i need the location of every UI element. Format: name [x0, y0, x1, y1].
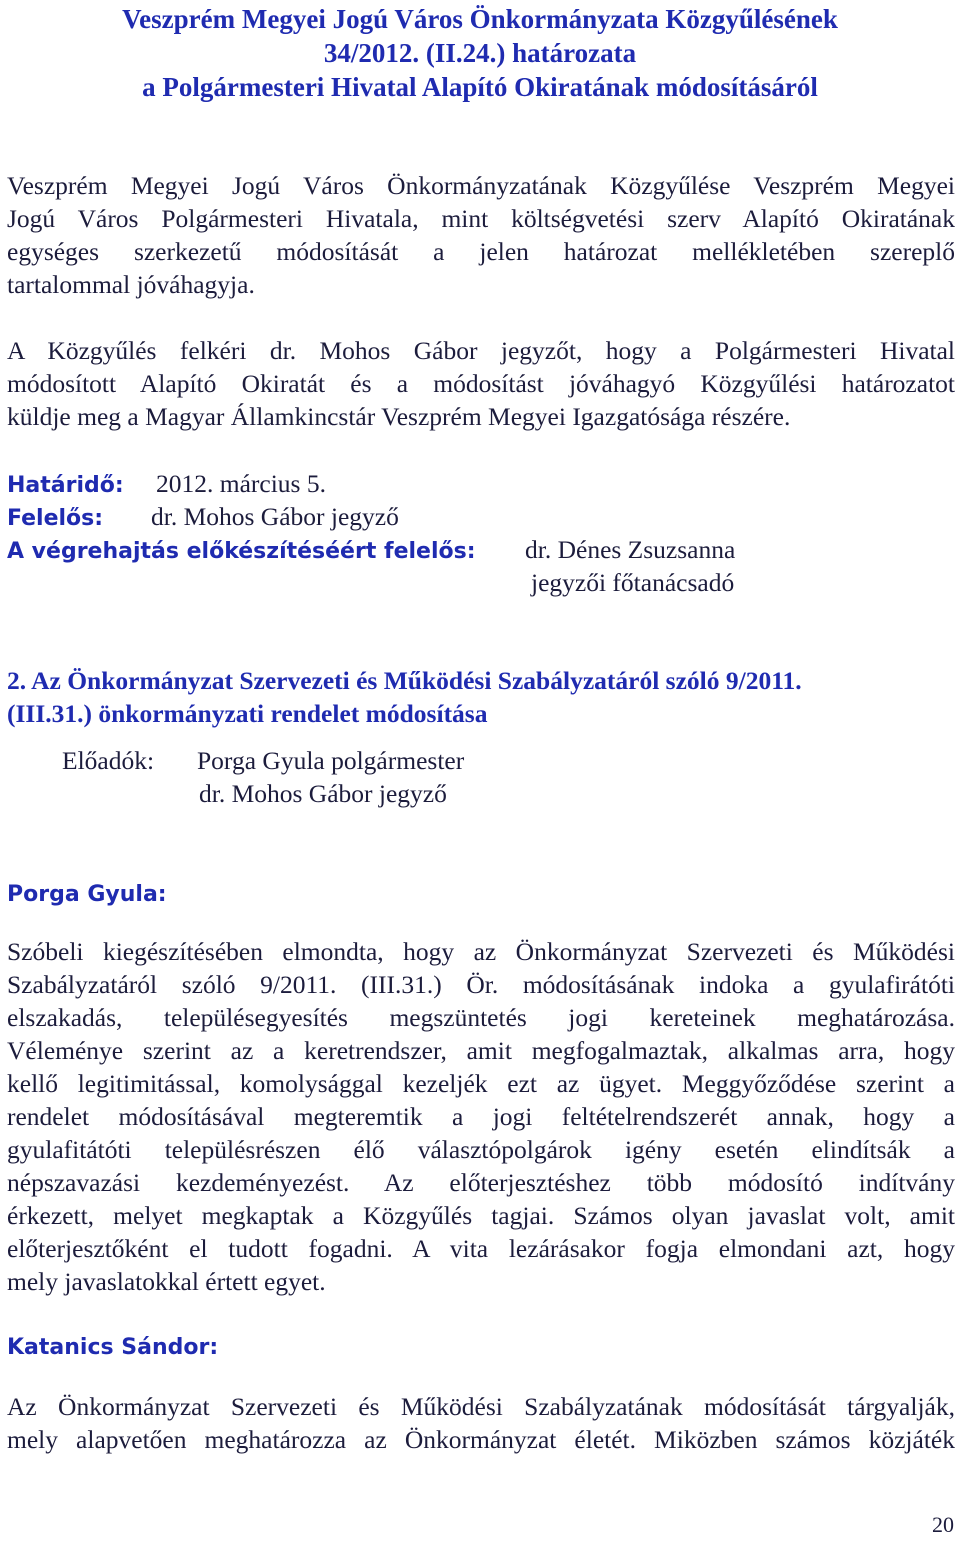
- paragraph-line: A Közgyűlés felkéri dr. Mohos Gábor jegyzőt, hogy a Polgármesteri Hivatal: [7, 336, 955, 365]
- speech-line: rendelet módosításával megteremtik a jogi feltételrendszerét annak, hogy a: [7, 1102, 955, 1131]
- request-paragraph: [7, 334, 955, 433]
- title-line-3: a Polgármesteri Hivatal Alapító Okiratának módosításáról: [142, 72, 818, 102]
- paragraph-line: tartalommal jóváhagyja.: [7, 270, 255, 299]
- paragraph-line: egységes szerkezetű módosítását a jelen határozat mellékletében szereplő: [7, 237, 955, 266]
- deadline-label: Határidő:: [7, 473, 124, 498]
- paragraph-line: Jogú Város Polgármesteri Hivatala, mint költségvetési szerv Alapító Okiratának: [7, 204, 955, 233]
- agenda-item-2-line-1: 2. Az Önkormányzat Szervezeti és Működési Szabályzatáról szóló 9/2011.: [7, 666, 802, 695]
- speaker-katanics-sandor: Katanics Sándor:: [7, 1335, 219, 1360]
- speech-line: mely alapvetően meghatározza az Önkormányzat életét. Miközben számos közjáték: [7, 1425, 955, 1454]
- speech-line: mely javaslatokkal értett egyet.: [7, 1267, 326, 1296]
- deadline-value: 2012. március 5.: [156, 469, 326, 498]
- presenter-2: dr. Mohos Gábor jegyző: [199, 779, 447, 808]
- speech-line: kellő legitimitással, komolysággal kezeljék ezt az ügyet. Meggyőződése szerint a: [7, 1069, 955, 1098]
- speech-line: elszakadás, településegyesítés megszüntetés jogi kereteinek meghatározása.: [7, 1003, 955, 1032]
- prep-label: A végrehajtás előkészítéséért felelős:: [7, 539, 476, 564]
- agenda-item-2-line-2: (III.31.) önkormányzati rendelet módosítása: [7, 699, 488, 728]
- page-number: 20: [932, 1512, 954, 1537]
- speaker-porga-gyula: Porga Gyula:: [7, 882, 167, 907]
- title-line-1: Veszprém Megyei Jogú Város Önkormányzata Közgyűlésének: [122, 4, 838, 34]
- speech-line: gyulafitátóti településrészen élő választópolgárok igény esetén elindítsák a: [7, 1135, 955, 1164]
- document-title: [0, 2, 960, 104]
- presenter-1: Porga Gyula polgármester: [197, 746, 465, 775]
- responsible-label: Felelős:: [7, 506, 104, 531]
- speech-line: népszavazási kezdeményezést. Az előterjesztéshez több módosító indítvány: [7, 1168, 955, 1197]
- paragraph-line: küldje meg a Magyar Államkincstár Veszprém Megyei Igazgatósága részére.: [7, 402, 791, 431]
- prep-name: dr. Dénes Zsuzsanna: [525, 535, 736, 564]
- speech-line: Szóbeli kiegészítésében elmondta, hogy az Önkormányzat Szervezeti és Működési: [7, 937, 955, 966]
- speech-katanics-sandor: [7, 1390, 955, 1456]
- deadline-row: [7, 467, 124, 502]
- resolution-paragraph: [7, 169, 955, 301]
- speech-line: előterjesztőként el tudott fogadni. A vita lezárásakor fogja elmondani azt, hogy: [7, 1234, 955, 1263]
- paragraph-line: Veszprém Megyei Jogú Város Önkormányzatának Közgyűlése Veszprém Megyei: [7, 171, 955, 200]
- responsible-value: dr. Mohos Gábor jegyző: [151, 502, 399, 531]
- speech-line: érkezett, melyet megkaptak a Közgyűlés tagjai. Számos olyan javaslat volt, amit: [7, 1201, 955, 1230]
- prep-row: [7, 533, 476, 568]
- prep-role: jegyzői főtanácsadó: [531, 568, 735, 597]
- presenters-label: Előadók:: [62, 746, 155, 775]
- speech-line: Az Önkormányzat Szervezeti és Működési Szabályzatának módosítását tárgyalják,: [7, 1392, 955, 1421]
- title-line-2: 34/2012. (II.24.) határozata: [323, 38, 637, 68]
- speech-line: Véleménye szerint az a keretrendszer, amit megfogalmaztak, alkalmas arra, hogy: [7, 1036, 955, 1065]
- speech-line: Szabályzatáról szóló 9/2011. (III.31.) Ör. módosításának indoka a gyulafirátóti: [7, 970, 955, 999]
- speech-porga-gyula: [7, 935, 955, 1298]
- responsible-row: [7, 500, 103, 535]
- paragraph-line: módosított Alapító Okiratát és a módosítást jóváhagyó Közgyűlési határozatot: [7, 369, 955, 398]
